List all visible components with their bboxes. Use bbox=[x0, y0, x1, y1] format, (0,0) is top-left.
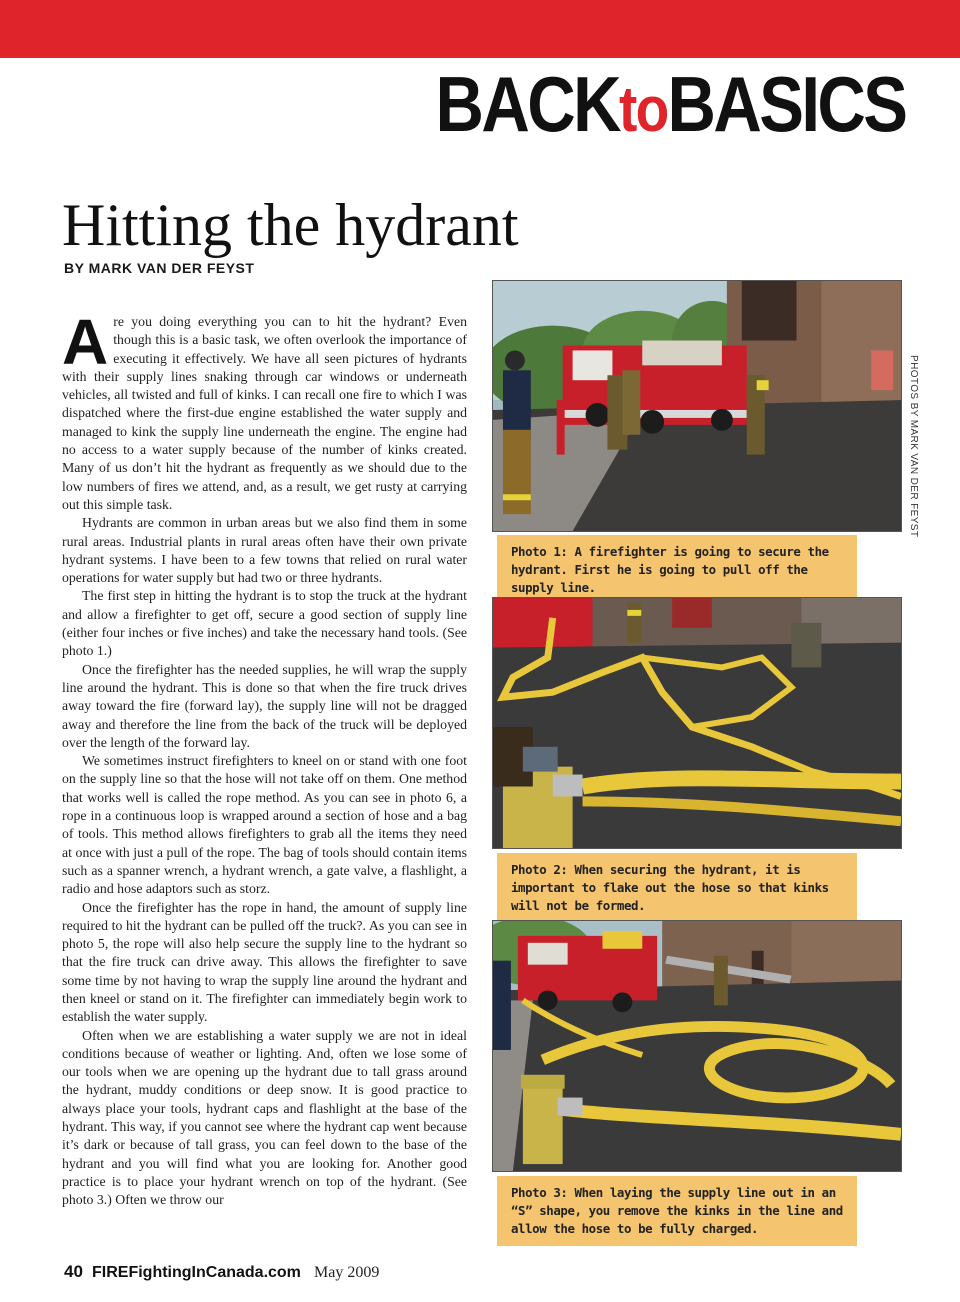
photo-3 bbox=[492, 920, 902, 1172]
article-title: Hitting the hydrant bbox=[62, 192, 519, 258]
top-red-band bbox=[0, 0, 960, 58]
paragraph-1-text: re you doing everything you can to hit the hydrant? Even though this is a basic task, we often overlook the importance of executing it effectively. We have all seen pictures of hydrants with their supply lines snaking through car windows or underneath vehicles, all twisted and full of kinks. I can recall one fire to which I was dispatched where the first-due engine established the water supply and managed to kink the supply line underneath the engine. The engine had no access to a water supply because of the number of kinks created. Many of us don’t hit the hydrant as frequently as we should due to the low numbers of fires we attend, and, as a result, we get rusty at carrying out this simple task. bbox=[62, 314, 467, 512]
section-header-basics: BASICS bbox=[667, 60, 905, 148]
page-number: 40 bbox=[64, 1262, 83, 1281]
paragraph-4: Once the firefighter has the needed supplies, he will wrap the supply line around the hydrant. This is done so that when the fire truck drives away toward the fire (forward lay), the supply line will not be dragged away and therefore the line from the back of the truck will be deployed over the length of the forward lay. bbox=[62, 661, 467, 750]
paragraph-1 bbox=[62, 313, 467, 514]
paragraph-3: The first step in hitting the hydrant is to stop the truck at the hydrant and allow a firefighter to get off, secure a good section of supply line (either four inches or five inches) and take the necessary hand tools. (See photo 1.) bbox=[62, 588, 467, 659]
publication-name: FIREFightingInCanada.com bbox=[92, 1264, 301, 1281]
paragraph-5: We sometimes instruct firefighters to kneel on or stand with one foot on the supply line so that the hose will not take off on them. One method that works well is called the rope method. As you can see in photo 6, a rope in a continuous loop is wrapped around a section of hose and a bag of tools. This method allows firefighters to grab all the items they need at once with just a pull of the rope. The bag of tools should contain items such as a spanner wrench, a hydrant wrench, a gate valve, a flashlight, a radio and hose adaptors such as storz. bbox=[62, 753, 467, 897]
photo-1 bbox=[492, 280, 902, 532]
photo-2-caption: Photo 2: When securing the hydrant, it is important to flake out the hose so that kinks will not be formed. bbox=[497, 853, 857, 923]
photo-2 bbox=[492, 597, 902, 849]
page-footer bbox=[64, 1261, 379, 1283]
photo-3-image bbox=[493, 921, 901, 1171]
photo-1-image bbox=[493, 281, 901, 531]
section-header bbox=[435, 60, 905, 148]
photo-3-caption: Photo 3: When laying the supply line out in an “S” shape, you remove the kinks in the line and allow the hose to be fully charged. bbox=[497, 1176, 857, 1246]
article-byline: BY MARK VAN DER FEYST bbox=[64, 260, 255, 276]
paragraph-2: Hydrants are common in urban areas but we also find them in some rural areas. Industrial plants in rural areas often have their own private hydrant systems. I have been to a few towns that relied on rural water operations for water supply but had two or three hydrants. bbox=[62, 515, 467, 586]
section-header-to: to bbox=[618, 73, 668, 145]
paragraph-6: Once the firefighter has the rope in hand, the amount of supply line required to hit the hydrant can be pulled off the truck?. As you can see in photo 5, the rope will also help secure the supply line to the hydrant so that the fire truck can drive away. This allows the firefighter to save some time by not having to wrap the supply line around the hydrant and then kneel or stand on it. The firefighter can immediately begin work to establish the water supply. bbox=[62, 899, 467, 1025]
photo-1-caption: Photo 1: A firefighter is going to secure the hydrant. First he is going to pull off the supply line. bbox=[497, 535, 857, 605]
photo-2-image bbox=[493, 598, 901, 848]
drop-cap: A bbox=[62, 313, 109, 378]
issue-date: May 2009 bbox=[314, 1264, 380, 1281]
section-header-back: BACK bbox=[435, 60, 619, 148]
article-body bbox=[62, 313, 467, 1249]
photo-credit: PHOTOS BY MARK VAN DER FEYST bbox=[908, 355, 919, 538]
paragraph-7: Often when we are establishing a water supply we are not in ideal conditions because of weather or lighting. And, often we lose some of our tools when we are opening up the hydrant due to tall grass around the hydrant, muddy conditions or deep snow. It is good practice to always place your tools, hydrant caps and flashlight at the base of the hydrant. This way, if you cannot see where the hydrant cap went because it’s dark or because of tall grass, you can feel down to the base of the hydrant and you will find what you are looking for. Another good practice is to place your hydrant wrench on top of the hydrant. (See photo 3.) Often we throw our bbox=[62, 1027, 467, 1208]
